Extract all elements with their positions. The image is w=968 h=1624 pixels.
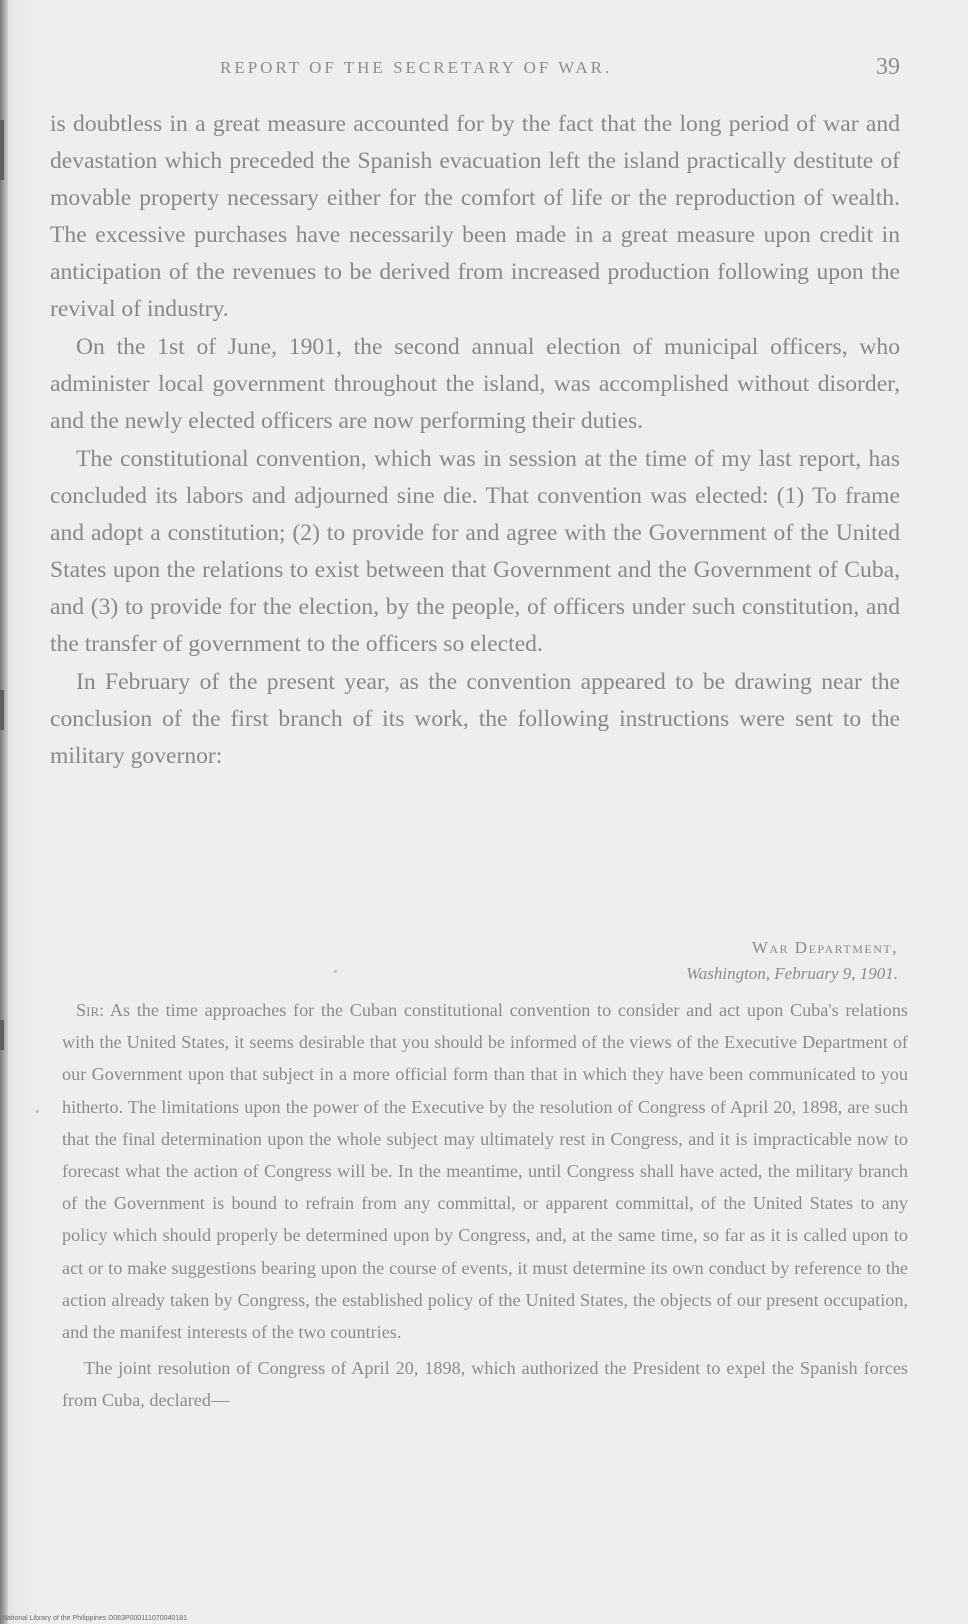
running-title: REPORT OF THE SECRETARY OF WAR. <box>220 58 613 77</box>
paragraph-continuation: is doubtless in a great measure accounted for by the fact that the long period of war and devastation which preceded the Spanish evacuation left the island practically destitute of movable property necessary either for the comfort of life or the reproduction of wealth. The excessive purchases have necessarily been made in a great measure upon credit in anticipation of the revenues to be derived from increased production following upon the revival of industry. <box>50 111 900 322</box>
paragraph-instructions-intro: In February of the present year, as the convention appeared to be drawing near the conclusion of the first branch of its work, the following instructions were sent to the military governor: <box>50 669 900 769</box>
spine-mark <box>0 1020 4 1050</box>
page-number: 39 <box>876 54 900 80</box>
paragraph-municipal-election: On the 1st of June, 1901, the second annual election of municipal officers, who administer local government throughout the island, was accomplished without disorder, and the newly elected officers are now performing their duties. <box>50 334 900 434</box>
letter-place-date: Washington, February 9, 1901. <box>686 964 898 983</box>
paper-speck <box>36 1110 39 1113</box>
letter-salutation: Sir: <box>76 1000 105 1020</box>
letter-heading <box>686 935 898 987</box>
running-header <box>50 54 900 88</box>
scan-footer: National Library of the Philippines D083P000111070040181 <box>2 1615 187 1622</box>
paper-speck <box>334 970 337 973</box>
main-text <box>50 106 900 775</box>
letter-paragraph <box>62 994 908 1348</box>
letter-paragraph-text: As the time approaches for the Cuban constitutional convention to consider and act upon Cuba's relations with the United States, it seems desirable that you should be informed of the views of the Executive Department of our Government upon that subject in a more official form than that in which they have been communicated to you hitherto. The limitations upon the power of the Executive by the resolution of Congress of April 20, 1898, are such that the final determination upon the whole subject may ultimately rest in Congress, and it is impracticable now to forecast what the action of Congress will be. In the meantime, until Congress shall have acted, the military branch of the Government is bound to refrain from any committal, or apparent committal, of the United States to any policy which should properly be determined upon by Congress, and, at the same time, so far as it is called upon to act or to make suggestions bearing upon the course of events, it must determine its own conduct by reference to the action already taken by Congress, the established policy of the United States, the objects of our present occupation, and the manifest interests of the two countries. <box>62 1000 908 1343</box>
spine-mark <box>0 120 4 180</box>
spine-mark <box>0 690 4 730</box>
letter-department: War Department, <box>751 938 898 957</box>
letter-body <box>62 994 908 1417</box>
page-spine-shadow <box>0 0 8 1624</box>
paragraph-constitutional-convention: The constitutional convention, which was in session at the time of my last report, has concluded its labors and adjourned sine die. That convention was elected: (1) To frame and adopt a constitution; (2) to provide for and agree with the Government of the United States upon the relations to exist between that Government and the Government of Cuba, and (3) to provide for the election, by the people, of officers under such constitution, and the transfer of government to the officers so elected. <box>50 446 900 657</box>
letter-paragraph: The joint resolution of Congress of April 20, 1898, which authorized the President to expel the Spanish forces from Cuba, declared— <box>62 1358 908 1411</box>
